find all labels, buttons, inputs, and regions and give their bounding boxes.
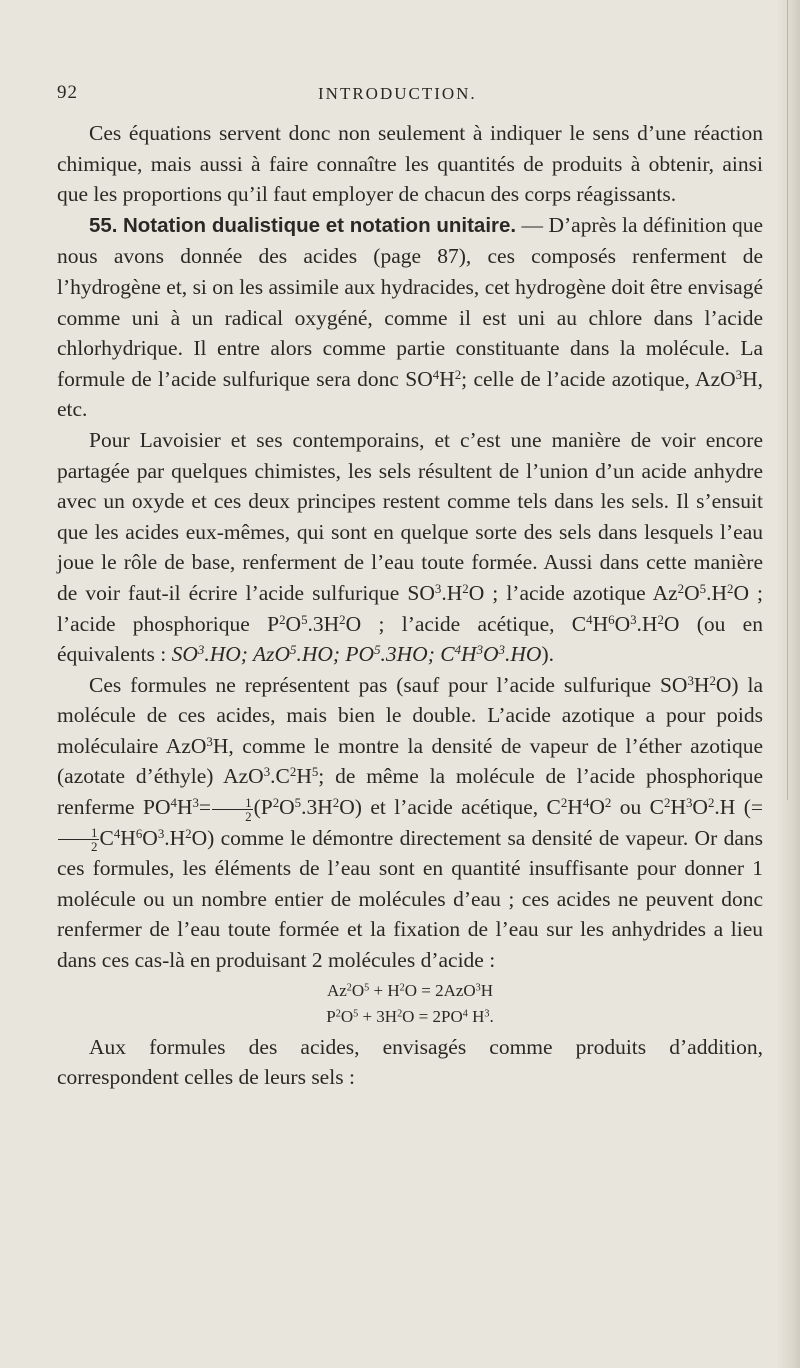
paragraph-5: Aux formules des acides, envisagés comme produits d’addition, correspondent celles de leurs sels : (57, 1034, 763, 1090)
page-edge-line (787, 0, 788, 800)
section-title: Notation dualistique et notation unitaire. (122, 213, 517, 237)
running-head (0, 78, 800, 108)
running-title: INTRODUCTION. (318, 84, 477, 103)
paragraph-4: Ces formules ne représentent pas (sauf pour l’acide sulfurique $SO^3H^2O$) la molécule de ces acides, mais bien le double. L’acide azotique a pour poids moléculaire AzO$^3$H, comme le montre la densité de vapeur de l’éther azotique (azotate d’éthyle) $AzO^3.C^2H^5$; de même la molécule de l’acide phosphorique renferme $PO^4H^3=$ $\frac{1}{2}$ $(P^2O^5.3H^2O)$ et l’acide acétique, $C^2H^4O^2$ ou $C^2H^3O^2.H$ (= $\frac{1}{2}$ $C^4H^6O^3.H^2O$) comme le démontre directement sa densité de vapeur. Or dans ces formules, les éléments de l’eau sont en quantité insuffisante pour donner 1 molécule ou un nombre entier de molécules d’eau ; ces acides ne peuvent donc renfermer de l’eau toute formée et la fixation de l’eau sur les anhydrides a lieu dans ces cas-là en produisant 2 molécules d’acide : (57, 672, 764, 973)
fraction-half-2: $\frac{1}{2}$ (58, 826, 99, 853)
equivalents-notation: $SO^3.HO$; AzO$^5$.HO; $PO^5.3HO$; $C^4H^3O^3.HO$ (171, 642, 542, 667)
paragraph-1: Ces équations servent donc non seulement à indiquer le sens d’une réaction chimique, mais aussi à faire connaître les quantités de produits à obtenir, ainsi que les proportions qu’il faut employer de chacun des corps réagissants. (57, 121, 763, 207)
equation-phosphoric: $P^2O^5 + 3H^2O = 2PO^4$ $H^3$. (326, 1006, 494, 1026)
paragraph-2: 55. Notation dualistique et notation unitaire. — D’après la définition que nous avons donnée des acides (page 87), ces composés renferment de l’hydrogène et, si on les assimile aux hydracides, cet hydrogène doit être envisagé comme uni à un radical oxygéné, comme il est uni au chlore dans l’acide chlorhydrique. Il entre alors comme partie constituante dans la molécule. La formule de l’acide sulfurique sera donc $SO^4H^2$; celle de l’acide azotique, AzO$^3$H, etc. (57, 212, 763, 422)
equations-block (57, 978, 763, 1030)
body-text (57, 118, 763, 1093)
equation-azotic: $Az^2O^5 + H^2O = 2AzO^3H$ (326, 980, 494, 1000)
paragraph-3: Pour Lavoisier et ses contemporains, et c’est une manière de voir encore partagée par quelques chimistes, les sels résultent de l’union d’un acide anhydre avec un oxyde et ces deux principes restent comme tels dans les sels. Il s’ensuit que les acides eux-mêmes, qui sont en quelque sorte des sels dans lesquels l’eau joue le rôle de base, renferment de l’eau toute formée. Aussi dans cette manière de voir faut-il écrire l’acide sulfurique $SO^3.H^2O$ ; l’acide azotique $Az^2O^5.H^2O$ ; l’acide phosphorique $P^2O^5.3H^2O$ ; l’acide acétique, $C^4H^6O^3.H^2O$ (ou en équivalents : $SO^3.HO$; AzO$^5$.HO; $PO^5.3HO$; $C^4H^3O^3.HO$). (57, 427, 763, 667)
fraction-half: $\frac{1}{2}$ (212, 796, 253, 823)
page-number: 92 (57, 82, 78, 103)
page-edge (778, 0, 800, 1368)
section-number: 55. (89, 213, 118, 237)
